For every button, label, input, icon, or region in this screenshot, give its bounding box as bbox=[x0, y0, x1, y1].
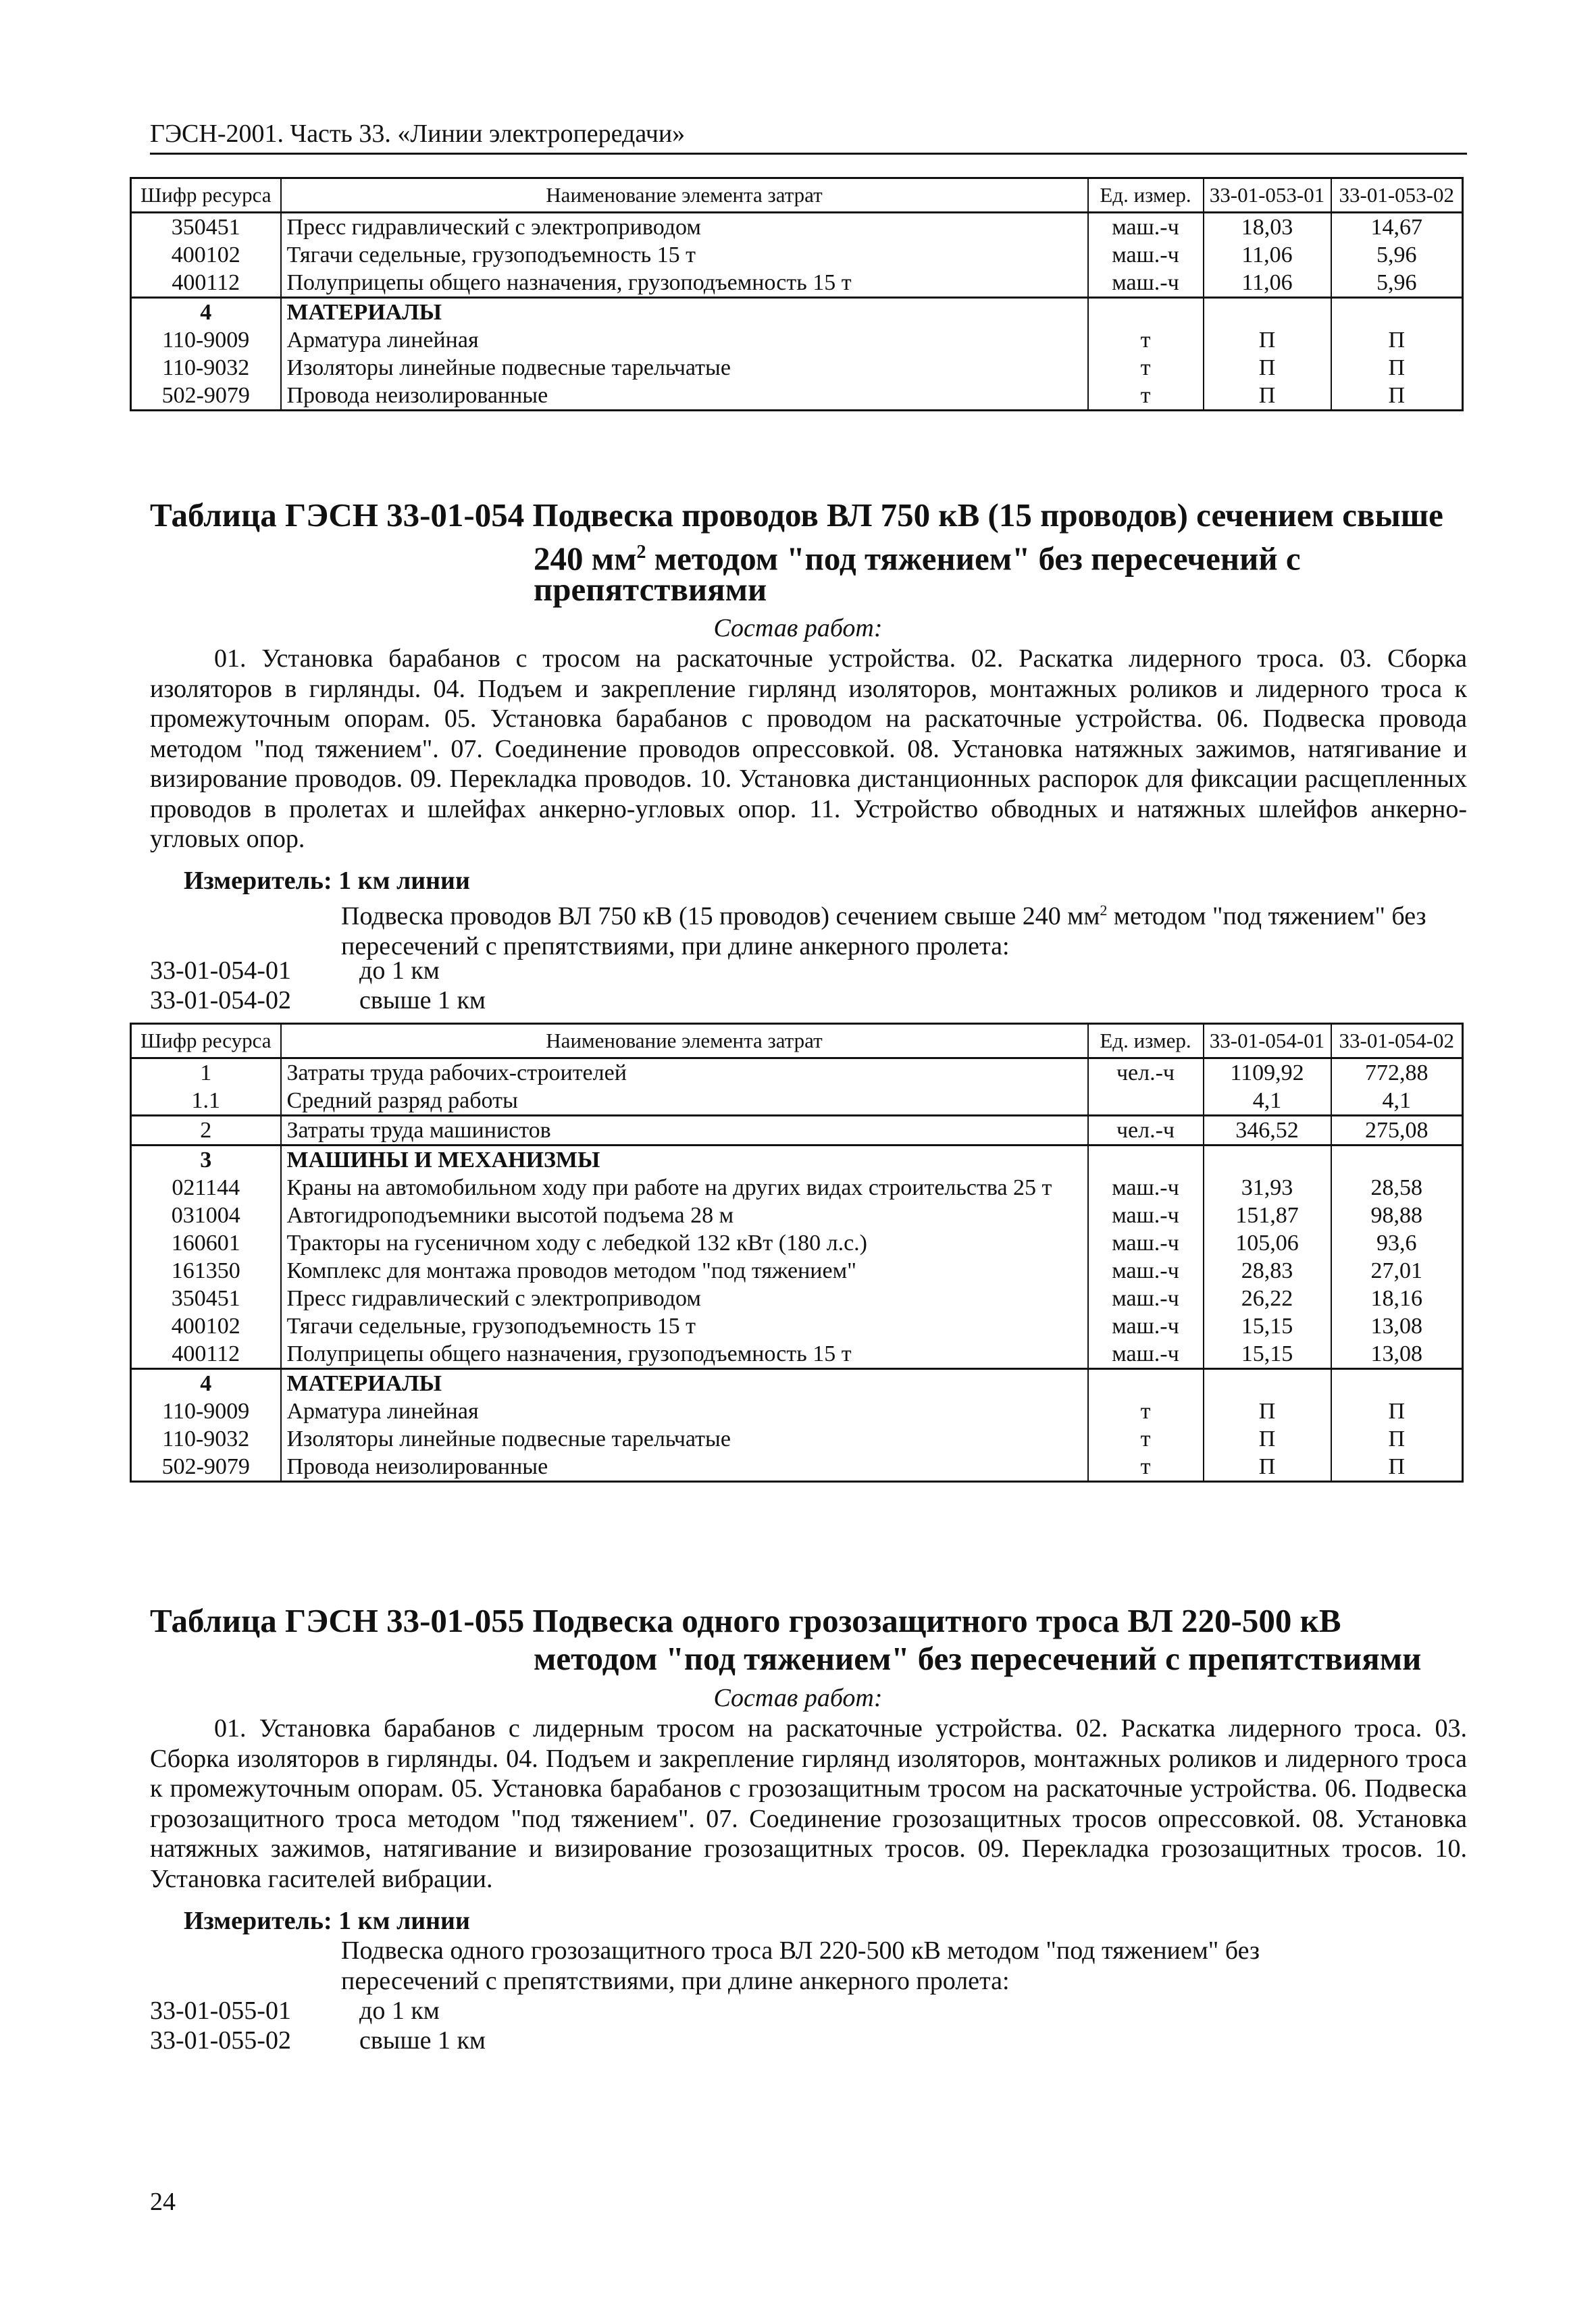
section-054-works-label: Состав работ: bbox=[713, 614, 883, 642]
section-055-title-line1: Таблица ГЭСН 33-01-055 Подвеска одного грозозащитного троса ВЛ 220-500 кВ bbox=[150, 1602, 1341, 1639]
variant-33-01-054-02: 33-01-054-02 свыше 1 км bbox=[150, 986, 486, 1014]
section-055-works-label: Состав работ: bbox=[713, 1684, 883, 1712]
col-header-variant-b: 33-01-054-02 bbox=[1331, 1024, 1463, 1058]
resource-table-054 bbox=[130, 1023, 1464, 1483]
table-row: 400102 Тягачи седельные, грузоподъемность 15 т маш.-ч 11,06 5,96 bbox=[131, 241, 1463, 269]
header-rule bbox=[150, 153, 1467, 155]
col-header-code: Шифр ресурса bbox=[131, 1024, 281, 1058]
table-row: 502-9079 Провода неизолированные т П П bbox=[131, 382, 1463, 411]
section-054-title-line1: Таблица ГЭСН 33-01-054 Подвеска проводов ВЛ 750 кВ (15 проводов) сечением свыше bbox=[150, 496, 1443, 534]
running-header: ГЭСН-2001. Часть 33. «Линии электропередачи» bbox=[150, 120, 686, 148]
section-055-works-text: 01. Установка барабанов с лидерным тросом на раскаточные устройства. 02. Раскатка лидерного троса. 03. Сборка изоляторов в гирлянды. 04. Подъем и закрепление гирлянд изоляторов, монтажных роликов и лидерного троса к промежуточным опорам. 05. Установка барабанов с грозозащитным тросом на раскаточные устройства. 06. Подвеска грозозащитного троса методом "под тяжением". 07. Соединение грозозащитных тросов опрессовкой. 08. Установка натяжных зажимов, натягивание и визирование грозозащитных тросов. 09. Перекладка грозозащитных тросов. 10. Установка гасителей вибрации. bbox=[150, 1714, 1467, 1893]
col-header-name: Наименование элемента затрат bbox=[281, 178, 1088, 213]
section-054-works-text: 01. Установка барабанов с тросом на раскаточные устройства. 02. Раскатка лидерного троса. 03. Сборка изоляторов в гирлянды. 04. Подъем и закрепление гирлянд изоляторов, монтажных роликов и лидерного троса к промежуточным опорам. 05. Установка барабанов с проводом на раскаточные устройства. 06. Подвеска провода методом "под тяжением". 07. Соединение проводов опрессовкой. 08. Установка натяжных зажимов, натягивание и визирование проводов. 09. Перекладка проводов. 10. Установка дистанционных распорок для фиксации расщепленных проводов в пролетах и шлейфах анкерно-угловых опор. 11. Устройство обводных и натяжных шлейфов анкерно-угловых опор. bbox=[150, 644, 1467, 853]
col-header-variant-b: 33-01-053-02 bbox=[1331, 178, 1463, 213]
col-header-variant-a: 33-01-053-01 bbox=[1204, 178, 1331, 213]
variant-33-01-055-02: 33-01-055-02 свыше 1 км bbox=[150, 2026, 486, 2055]
table-row: 160601 Тракторы на гусеничном ходу с лебедкой 132 кВт (180 л.с.) маш.-ч 105,06 93,6 bbox=[131, 1229, 1463, 1257]
table-row: 400112 Полуприцепы общего назначения, грузоподъемность 15 т маш.-ч 15,15 13,08 bbox=[131, 1340, 1463, 1369]
col-header-unit: Ед. измер. bbox=[1088, 1024, 1204, 1058]
table-row: 110-9009 Арматура линейная т П П bbox=[131, 1397, 1463, 1425]
section-055-description: Подвеска одного грозозащитного троса ВЛ 220-500 кВ методом "под тяжением" без пересечений с препятствиями, при длине анкерного пролета: bbox=[341, 1936, 1260, 1995]
table-row: 031004 Автогидроподъемники высотой подъема 28 м маш.-ч 151,87 98,88 bbox=[131, 1202, 1463, 1229]
table-row: 1 Затраты труда рабочих-строителей чел.-ч 1109,92 772,88 bbox=[131, 1058, 1463, 1087]
table-row: 400102 Тягачи седельные, грузоподъемность 15 т маш.-ч 15,15 13,08 bbox=[131, 1312, 1463, 1340]
table-row-section: 3 МАШИНЫ И МЕХАНИЗМЫ bbox=[131, 1146, 1463, 1175]
section-054-title-line3: препятствиями bbox=[534, 571, 767, 608]
col-header-variant-a: 33-01-054-01 bbox=[1204, 1024, 1331, 1058]
resource-table-053 bbox=[130, 177, 1464, 411]
section-054-measure: Измеритель: 1 км линии bbox=[184, 867, 470, 895]
table-row: 110-9009 Арматура линейная т П П bbox=[131, 326, 1463, 354]
table-row: 110-9032 Изоляторы линейные подвесные тарельчатые т П П bbox=[131, 1425, 1463, 1453]
col-header-code: Шифр ресурса bbox=[131, 178, 281, 213]
section-055-title-line2: методом "под тяжением" без пересечений с препятствиями bbox=[534, 1640, 1422, 1677]
table-row: 400112 Полуприцепы общего назначения, грузоподъемность 15 т маш.-ч 11,06 5,96 bbox=[131, 269, 1463, 298]
table-row: 1.1 Средний разряд работы 4,1 4,1 bbox=[131, 1087, 1463, 1116]
table-row-section: 4 МАТЕРИАЛЫ bbox=[131, 298, 1463, 327]
section-054-description: Подвеска проводов ВЛ 750 кВ (15 проводов) сечением свыше 240 $мм^2$ методом "под тяжением" без пересечений с препятствиями, при длине анкерного пролета: bbox=[341, 902, 1426, 961]
table-row: 350451 Пресс гидравлический с электроприводом маш.-ч 18,03 14,67 bbox=[131, 213, 1463, 242]
table-row: 161350 Комплекс для монтажа проводов методом "под тяжением" маш.-ч 28,83 27,01 bbox=[131, 1257, 1463, 1285]
page-number: 24 bbox=[150, 2188, 176, 2216]
table-row: 110-9032 Изоляторы линейные подвесные тарельчатые т П П bbox=[131, 354, 1463, 382]
table-row-section: 4 МАТЕРИАЛЫ bbox=[131, 1369, 1463, 1398]
table-row: 350451 Пресс гидравлический с электроприводом маш.-ч 26,22 18,16 bbox=[131, 1285, 1463, 1312]
table-row: 021144 Краны на автомобильном ходу при работе на других видах строительства 25 т маш.-ч 31,93 28,58 bbox=[131, 1174, 1463, 1202]
section-055-measure: Измеритель: 1 км линии bbox=[184, 1907, 470, 1935]
table-row: 2 Затраты труда машинистов чел.-ч 346,52 275,08 bbox=[131, 1116, 1463, 1146]
col-header-name: Наименование элемента затрат bbox=[281, 1024, 1088, 1058]
variant-33-01-055-01: 33-01-055-01 до 1 км bbox=[150, 1997, 440, 2025]
variant-33-01-054-01: 33-01-054-01 до 1 км bbox=[150, 956, 440, 985]
section-054-title-line2: 240 $мм^2$ методом "под тяжением" без пересечений с bbox=[534, 540, 1301, 577]
col-header-unit: Ед. измер. bbox=[1088, 178, 1204, 213]
table-row: 502-9079 Провода неизолированные т П П bbox=[131, 1453, 1463, 1482]
